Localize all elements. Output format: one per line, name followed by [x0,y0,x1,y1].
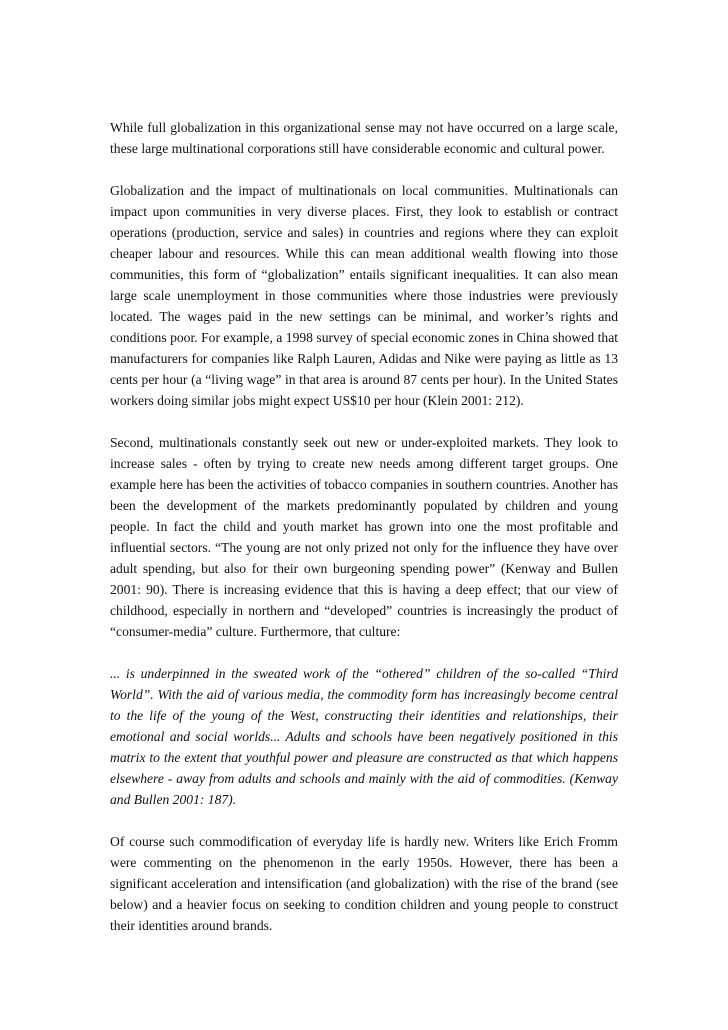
paragraph-intro: While full globalization in this organizational sense may not have occurred on a large scale, these large multinational corporations still have considerable economic and cultural power. [110,120,618,156]
paragraph-local-communities: Globalization and the impact of multinationals on local communities. Multinationals can impact upon communities in very diverse places. First, they look to establish or contract operations (production, service and sales) in countries and regions where they can exploit cheaper labour and resources. While this can mean additional wealth flowing into those communities, this form of “globalization” entails significant inequalities. It can also mean large scale unemployment in those communities where those industries were previously located. The wages paid in the new settings can be minimal, and worker’s rights and conditions poor. For example, a 1998 survey of special economic zones in China showed that manufacturers for companies like Ralph Lauren, Adidas and Nike were paying as little as 13 cents per hour (a “living wage” in that area is around 87 cents per hour). In the United States workers doing similar jobs might expect US$10 per hour (Klein 2001: 212). [110,183,618,408]
paragraph-new-markets: Second, multinationals constantly seek out new or under-exploited markets. They look to increase sales - often by trying to create new needs among different target groups. One example here has been the activities of tobacco companies in southern countries. Another has been the development of the markets predominantly populated by children and young people. In fact the child and youth market has grown into one the most profitable and influential sectors. “The young are not only prized not only for the influence they have over adult spending, but also for their own burgeoning spending power” (Kenway and Bullen 2001: 90). There is increasing evidence that this is having a deep effect; that our view of childhood, especially in northern and “developed” countries is increasingly the product of “consumer-media” culture. Furthermore, that culture: [110,435,618,639]
paragraph-commodification: Of course such commodification of everyday life is hardly new. Writers like Erich Fromm were commenting on the phenomenon in the early 1950s. However, there has been a significant acceleration and intensification (and globalization) with the rise of the brand (see below) and a heavier focus on seeking to condition children and young people to construct their identities around brands. [110,834,618,933]
block-quote: ... is underpinned in the sweated work of the “othered” children of the so-called “Third World”. With the aid of various media, the commodity form has increasingly become central to the life of the young of the West, constructing their identities and relationships, their emotional and social worlds... Adults and schools have been negatively positioned in this matrix to the extent that youthful power and pleasure are constructed as that which happens elsewhere - away from adults and schools and mainly with the aid of commodities. (Kenway and Bullen 2001: 187). [110,666,618,807]
document-page [110,117,618,957]
